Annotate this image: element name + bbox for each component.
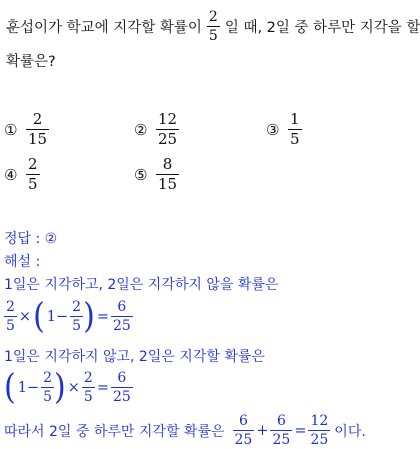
one-minus: 1− bbox=[17, 379, 40, 396]
denominator: 25 bbox=[272, 432, 291, 448]
choice-4-denominator: 5 bbox=[28, 175, 38, 193]
denominator: 25 bbox=[112, 389, 131, 405]
choice-4-mark: ④ bbox=[4, 165, 18, 184]
choice-1-denominator: 15 bbox=[28, 130, 48, 148]
final-result bbox=[308, 414, 330, 447]
case-1-equation bbox=[4, 295, 133, 337]
right-paren: ) bbox=[54, 366, 66, 408]
choice-3[interactable] bbox=[266, 112, 302, 147]
times-sign: × bbox=[18, 308, 32, 325]
choice-2-fraction bbox=[156, 112, 179, 147]
choice-2-denominator: 25 bbox=[158, 130, 178, 148]
choice-5-numerator: 8 bbox=[162, 155, 173, 173]
case-1-fraction-b bbox=[70, 300, 83, 333]
question-fraction bbox=[207, 10, 220, 43]
fraction-denominator: 5 bbox=[208, 28, 218, 44]
question-text-post: 일 때, 2일 중 하루만 지각을 할 bbox=[224, 20, 420, 36]
choice-2-mark: ② bbox=[134, 120, 148, 139]
numerator: 6 bbox=[117, 299, 127, 315]
choice-4-fraction bbox=[26, 157, 40, 192]
times-sign: × bbox=[67, 379, 80, 396]
case-2-text: 1일은 지각하지 않고, 2일은 지각할 확률은 bbox=[4, 349, 265, 365]
choice-3-numerator: 1 bbox=[290, 110, 300, 128]
right-paren: ) bbox=[83, 295, 95, 337]
numerator: 12 bbox=[310, 413, 329, 429]
final-text-pre: 따라서 2일 중 하루만 지각할 확률은 bbox=[4, 423, 225, 440]
explanation-title: 해설 : bbox=[4, 254, 41, 270]
choice-1-mark: ① bbox=[4, 120, 18, 139]
denominator: 25 bbox=[112, 318, 131, 334]
choice-5-denominator: 15 bbox=[158, 175, 178, 193]
equals-sign: = bbox=[294, 422, 307, 439]
case-2-result bbox=[111, 371, 133, 404]
numerator: 2 bbox=[83, 370, 93, 386]
denominator: 5 bbox=[83, 389, 93, 405]
choice-4[interactable] bbox=[4, 157, 40, 192]
choice-3-denominator: 5 bbox=[290, 130, 300, 148]
choice-5-fraction bbox=[156, 157, 179, 192]
choice-2-numerator: 12 bbox=[158, 110, 178, 128]
denominator: 5 bbox=[6, 318, 15, 334]
denominator: 5 bbox=[72, 318, 82, 334]
question-text-pre: 훈섭이가 학교에 지각할 확률이 bbox=[6, 20, 202, 36]
choice-3-mark: ③ bbox=[266, 120, 280, 139]
question-line-1 bbox=[6, 10, 420, 43]
final-text-post: 이다. bbox=[334, 423, 366, 440]
choice-5[interactable] bbox=[134, 157, 179, 192]
numerator: 6 bbox=[117, 370, 127, 386]
case-1-text: 1일은 지각하고, 2일은 지각하지 않을 확률은 bbox=[4, 277, 279, 293]
left-paren: ( bbox=[33, 295, 45, 337]
choice-1-fraction bbox=[26, 112, 49, 147]
case-1-fraction-a bbox=[4, 300, 17, 333]
question-line-2: 확률은? bbox=[6, 54, 56, 70]
denominator: 25 bbox=[310, 432, 329, 448]
choice-1[interactable] bbox=[4, 112, 49, 147]
answer-label: 정답 : ② bbox=[4, 231, 58, 247]
equals-sign: = bbox=[96, 308, 109, 325]
numerator: 6 bbox=[276, 413, 286, 429]
numerator: 6 bbox=[238, 413, 248, 429]
case-2-equation bbox=[4, 366, 133, 408]
final-fraction-a bbox=[233, 414, 255, 447]
choice-2[interactable] bbox=[134, 112, 179, 147]
denominator: 5 bbox=[43, 389, 53, 405]
plus-sign: + bbox=[256, 422, 269, 439]
case-1-result bbox=[111, 300, 133, 333]
choice-5-mark: ⑤ bbox=[134, 165, 148, 184]
case-2-fraction-a bbox=[41, 371, 54, 404]
case-2-fraction-b bbox=[82, 371, 95, 404]
choice-1-numerator: 2 bbox=[32, 110, 43, 128]
denominator: 25 bbox=[234, 432, 253, 448]
numerator: 2 bbox=[6, 299, 15, 315]
numerator: 2 bbox=[72, 299, 82, 315]
numerator: 2 bbox=[43, 370, 53, 386]
left-paren: ( bbox=[4, 366, 16, 408]
fraction-numerator: 2 bbox=[208, 9, 218, 25]
one-minus: 1− bbox=[46, 308, 69, 325]
equals-sign: = bbox=[96, 379, 109, 396]
choice-3-fraction bbox=[288, 112, 302, 147]
choice-4-numerator: 2 bbox=[28, 155, 38, 173]
final-fraction-b bbox=[270, 414, 292, 447]
final-line bbox=[4, 414, 366, 447]
